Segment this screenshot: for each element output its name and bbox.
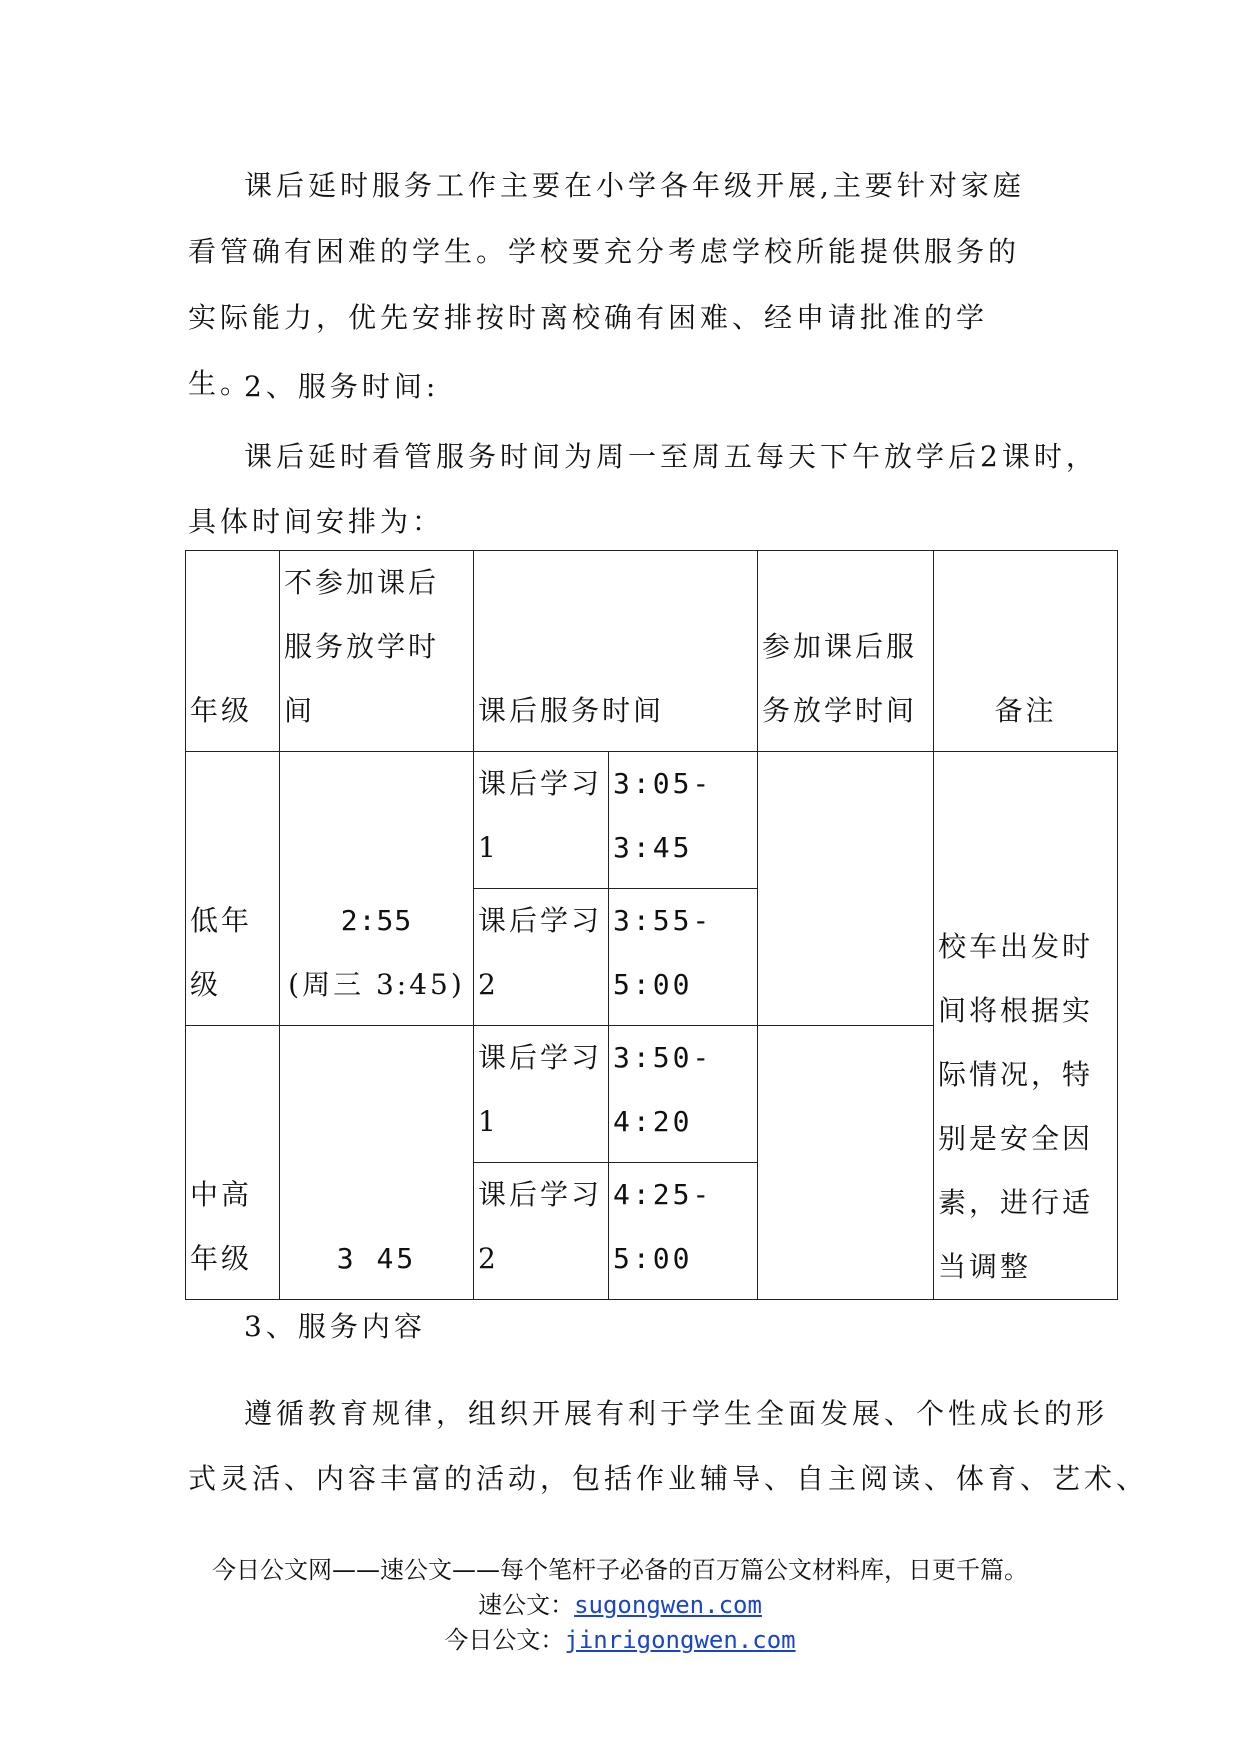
footer-slogan: 今日公文网——速公文——每个笔杆子必备的百万篇公文材料库，日更千篇。 — [212, 1556, 1028, 1584]
note-cell: 校车出发时间将根据实际情况，特别是安全因素，进行适当调整 — [934, 752, 1118, 1300]
upper-no-service-time: 3 45 — [280, 1026, 474, 1300]
paragraph-service-time-line1: 课后延时看管服务时间为周一至周五每天下午放学后2课时， — [244, 440, 1098, 473]
footer-jinrigongwen — [0, 1620, 1240, 1655]
session-time: 3:50-4:20 — [609, 1026, 758, 1163]
session-label: 课后学习1 — [474, 752, 609, 889]
lower-no-service-time — [280, 752, 474, 1026]
session-label: 课后学习2 — [474, 889, 609, 1026]
paragraph-service-content-line1: 遵循教育规律，组织开展有利于学生全面发展、个性成长的形 — [244, 1397, 1109, 1430]
grade-upper: 中高年级 — [186, 1026, 280, 1300]
lower-with-service-time — [758, 752, 934, 1026]
paragraph-service-time-line2: 具体时间安排为： — [188, 505, 445, 538]
header-grade: 年级 — [186, 551, 280, 752]
lower-dismiss-time: 2:55 — [340, 904, 413, 937]
heading-service-time: 2、服务时间: — [244, 370, 440, 403]
table-header-row — [186, 551, 1118, 752]
sugongwen-link[interactable]: sugongwen.com — [574, 1591, 762, 1619]
footer-sugongwen — [0, 1585, 1240, 1620]
session-label: 课后学习2 — [474, 1163, 609, 1300]
session-time: 3:05-3:45 — [609, 752, 758, 889]
footer-jinrigongwen-label: 今日公文： — [444, 1626, 565, 1654]
header-no-service-time: 不参加课后服务放学时间 — [280, 551, 474, 752]
table-row — [186, 752, 1118, 889]
footer-sugongwen-label: 速公文： — [478, 1591, 575, 1619]
session-time: 3:55-5:00 — [609, 889, 758, 1026]
lower-dismiss-wednesday: (周三 3:45) — [288, 968, 465, 1001]
paragraph-service-content-line2: 式灵活、内容丰富的活动，包括作业辅导、自主阅读、体育、艺术、 — [188, 1462, 1149, 1495]
schedule-table — [185, 550, 1118, 1300]
grade-lower: 低年级 — [186, 752, 280, 1026]
header-note: 备注 — [934, 551, 1118, 752]
upper-with-service-time — [758, 1026, 934, 1300]
paragraph-service-scope: 课后延时服务工作主要在小学各年级开展,主要针对家庭看管确有困难的学生。学校要充分考虑学校所能提供服务的实际能力，优先安排按时离校确有困难、经申请批准的学生。 — [188, 169, 1025, 400]
header-service-time: 课后服务时间 — [474, 551, 758, 752]
heading-service-content: 3、服务内容 — [244, 1310, 426, 1343]
header-with-service-time: 参加课后服务放学时间 — [758, 551, 934, 752]
jinrigongwen-link[interactable]: jinrigongwen.com — [564, 1626, 796, 1654]
session-label: 课后学习1 — [474, 1026, 609, 1163]
session-time: 4:25-5:00 — [609, 1163, 758, 1300]
